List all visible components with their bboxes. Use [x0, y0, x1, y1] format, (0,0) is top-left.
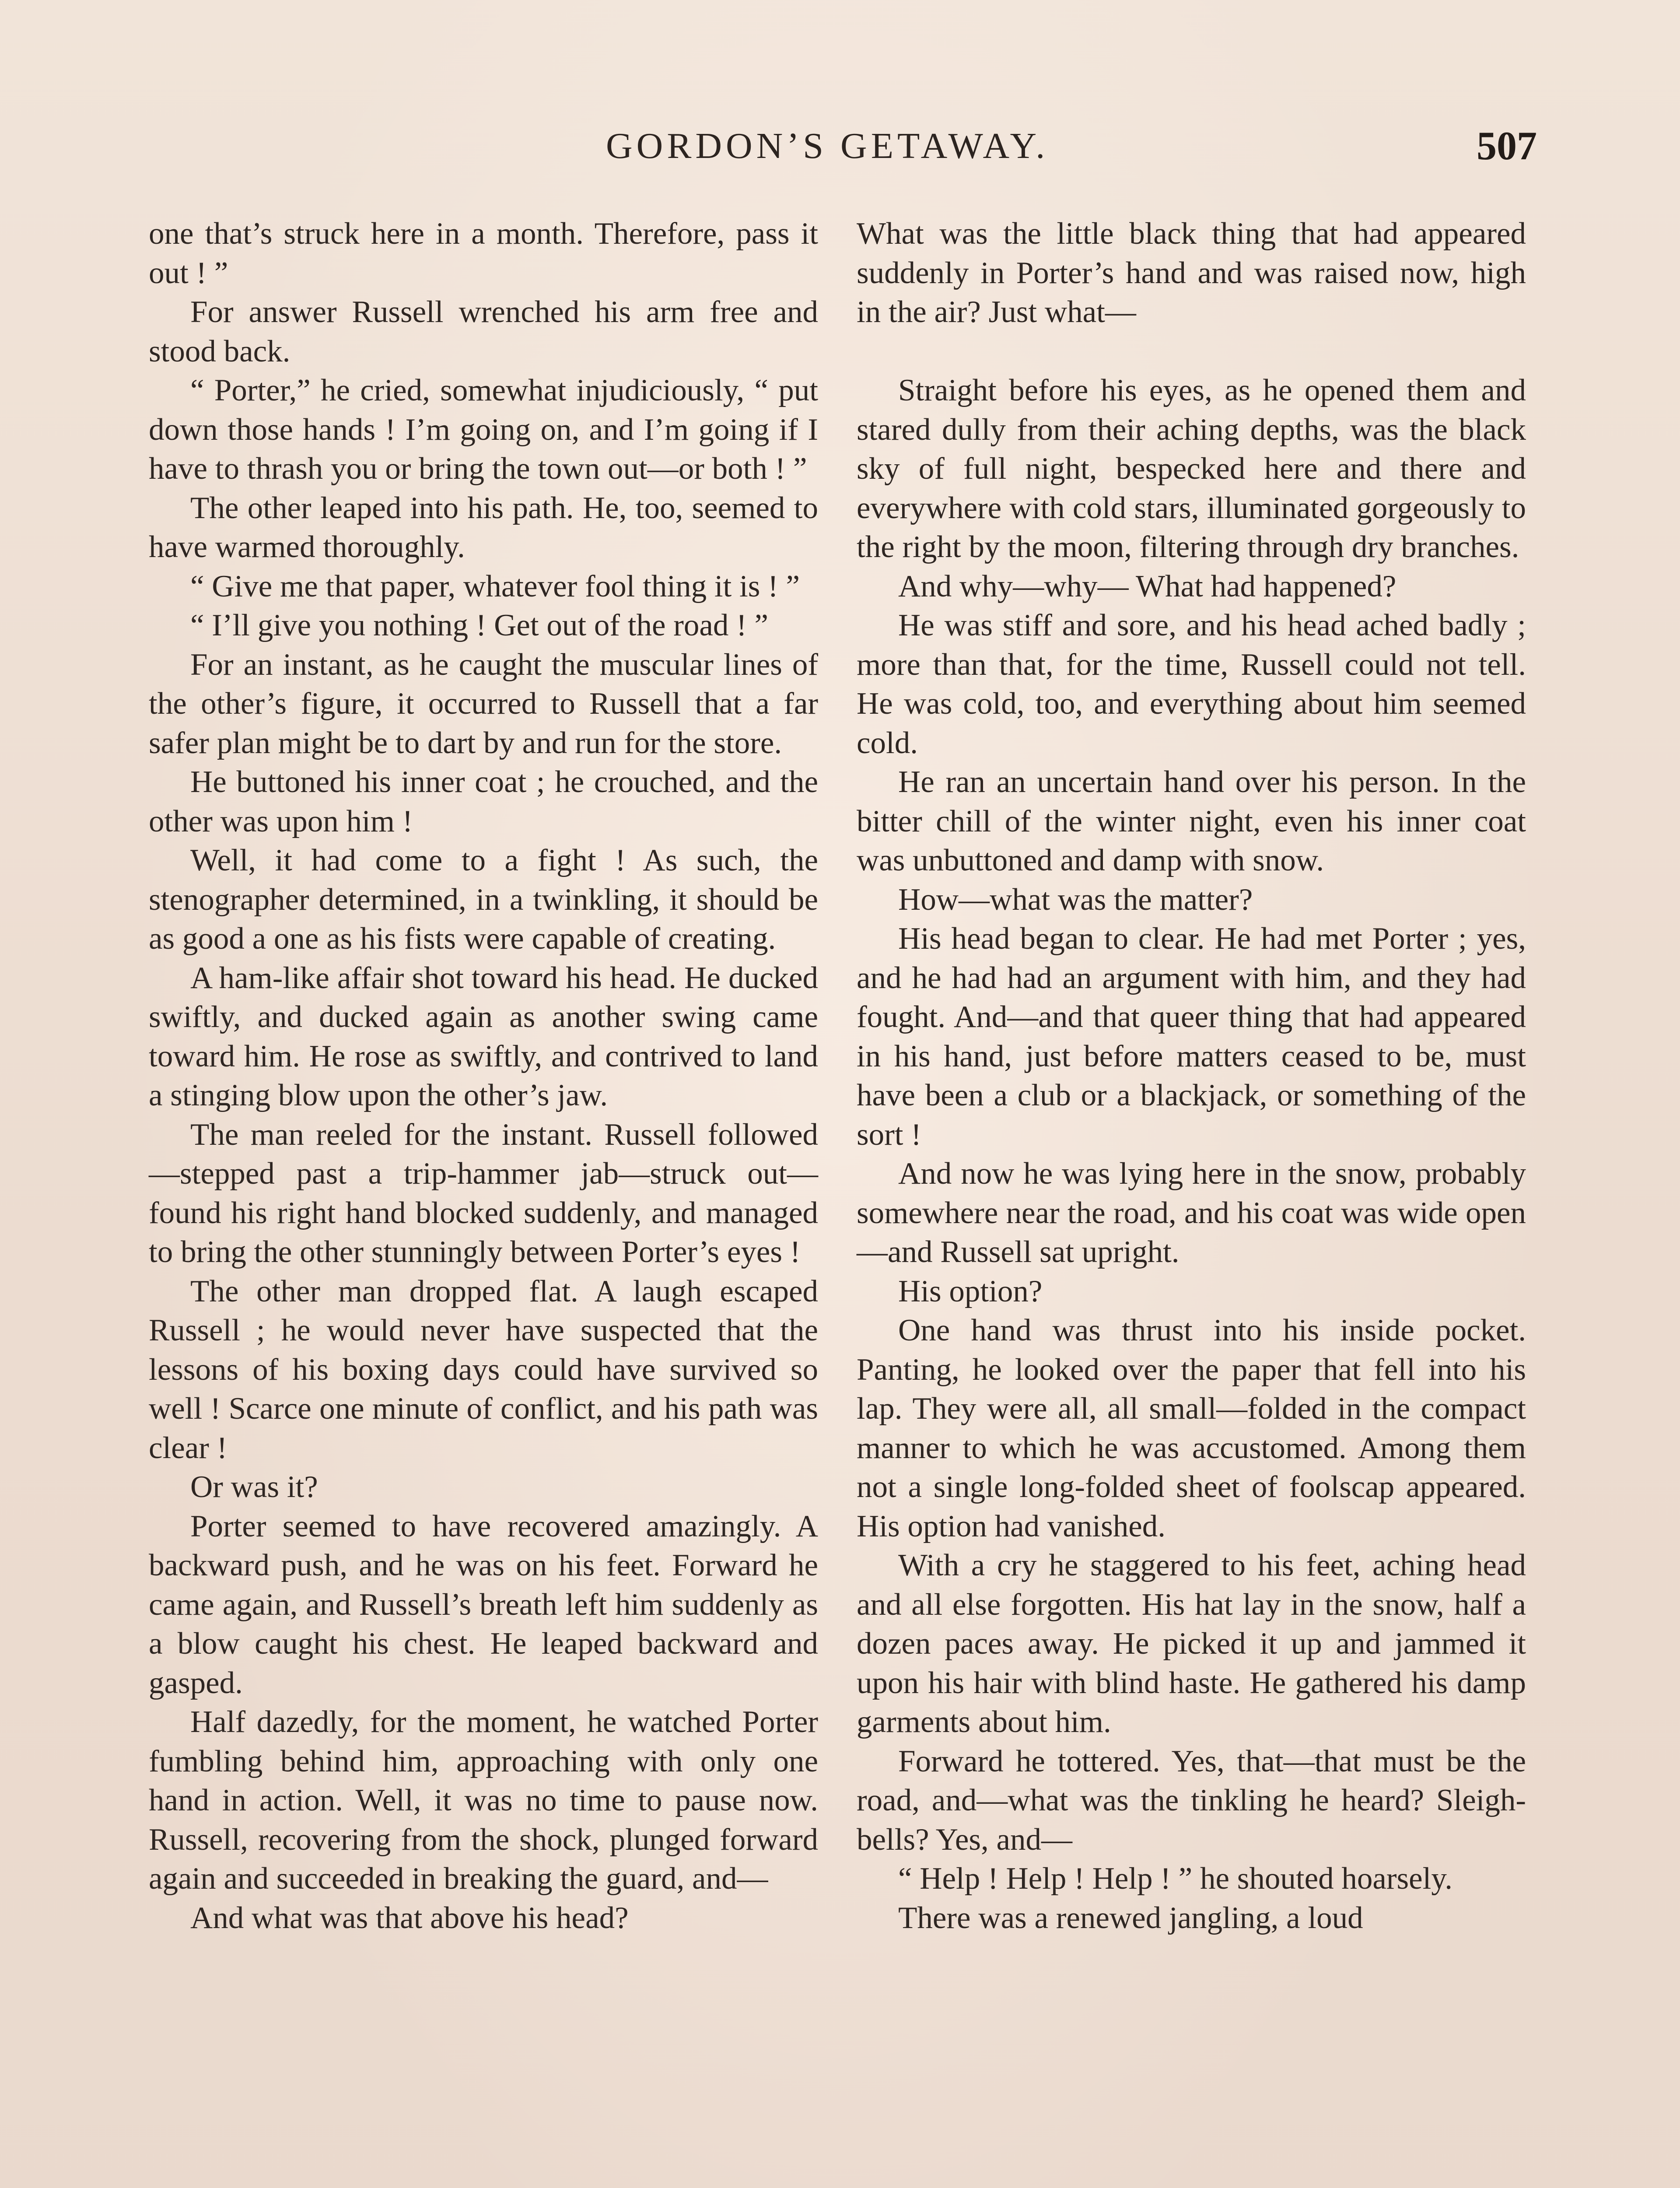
- paragraph: One hand was thrust into his inside pocket. Panting, he looked over the paper that fell into his lap. They were all, all small—folded in the compact manner to which he was accustomed. Among them not a single long-folded sheet of foolscap appeared. His option had vanished.: [857, 1313, 1526, 1543]
- paragraph: The man reeled for the instant. Russell followed—stepped past a trip-hammer jab—struck out—found his right hand blocked suddenly, and managed to bring the other stunningly between Porter’s eyes !: [149, 1117, 818, 1269]
- paragraph: How—what was the matter?: [898, 882, 1253, 917]
- paragraph: Forward he tottered. Yes, that—that must be the road, and—what was the tinkling he heard? Sleigh-bells? Yes, and—: [857, 1744, 1526, 1857]
- paragraph: And why—why— What had happened?: [898, 569, 1396, 603]
- right-column: [857, 214, 1526, 1938]
- left-column: [149, 214, 818, 1938]
- paragraph: He buttoned his inner coat ; he crouched, and the other was upon him !: [149, 765, 818, 838]
- paragraph: And what was that above his head?: [190, 1900, 629, 1935]
- paragraph: The other man dropped flat. A laugh escaped Russell ; he would never have suspected that the lessons of his boxing days could have survived so well ! Scarce one minute of conflict, and his path was clear !: [149, 1274, 818, 1465]
- paragraph: For an instant, as he caught the muscular lines of the other’s figure, it occurred to Russell that a far safer plan might be to dart by and run for the store.: [149, 647, 818, 760]
- paragraph: He was stiff and sore, and his head ached badly ; more than that, for the time, Russell could not tell. He was cold, too, and everything about him seemed cold.: [857, 608, 1526, 760]
- paragraph: Or was it?: [190, 1470, 318, 1504]
- paragraph: “ Give me that paper, whatever fool thing it is ! ”: [190, 569, 800, 603]
- paragraph: Porter seemed to have recovered amazingly. A backward push, and he was on his feet. Forward he came again, and Russell’s breath left him suddenly as a blow caught his chest. He leaped backward and gasped.: [149, 1509, 818, 1700]
- paragraph: Well, it had come to a fight ! As such, the stenographer determined, in a twinkling, it should be as good a one as his fists were capable of creating.: [149, 843, 818, 956]
- paragraph: He ran an uncertain hand over his person. In the bitter chill of the winter night, even his inner coat was unbuttoned and damp with snow.: [857, 765, 1526, 877]
- paragraph: With a cry he staggered to his feet, aching head and all else forgotten. His hat lay in the snow, half a dozen paces away. He picked it up and jammed it upon his hair with blind haste. He gathered his damp garments about him.: [857, 1548, 1526, 1739]
- paragraph: one that’s struck here in a month. Therefore, pass it out ! ”: [149, 217, 818, 290]
- paragraph: The other leaped into his path. He, too, seemed to have warmed thoroughly.: [149, 491, 818, 564]
- paragraph: There was a renewed jangling, a loud: [898, 1900, 1363, 1935]
- paragraph: A ham-like affair shot toward his head. He ducked swiftly, and ducked again as another swing came toward him. He rose as swiftly, and contrived to land a stinging blow upon the other’s jaw.: [149, 961, 818, 1112]
- paragraph: And now he was lying here in the snow, probably somewhere near the road, and his coat was wide open—and Russell sat upright.: [857, 1157, 1526, 1269]
- paragraph: “ Help ! Help ! Help ! ” he shouted hoarsely.: [898, 1862, 1453, 1896]
- paragraph: “ Porter,” he cried, somewhat injudiciously, “ put down those hands ! I’m going on, and I’m going if I have to thrash you or bring the town out—or both ! ”: [149, 373, 818, 486]
- paragraph: His head began to clear. He had met Porter ; yes, and he had had an argument with him, and they had fought. And—and that queer thing that had appeared in his hand, just before matters ceased to be, must have been a club or a blackjack, or something of the sort !: [857, 922, 1526, 1152]
- paragraph: Half dazedly, for the moment, he watched Porter fumbling behind him, approaching with only one hand in action. Well, it was no time to pause now. Russell, recovering from the shock, plunged forward again and succeeded in breaking the guard, and—: [149, 1705, 818, 1896]
- paragraph: “ I’ll give you nothing ! Get out of the road ! ”: [190, 608, 769, 642]
- paragraph: For answer Russell wrenched his arm free and stood back.: [149, 295, 818, 368]
- paragraph: His option?: [898, 1274, 1043, 1308]
- running-head: GORDON’S GETAWAY.: [606, 126, 1049, 166]
- section-break: [857, 332, 1526, 372]
- page-number: 507: [1477, 123, 1537, 168]
- paragraph: Straight before his eyes, as he opened them and stared dully from their aching depths, was the black sky of full night, bespecked here and there and everywhere with cold stars, illuminated gorgeously to the right by the moon, filtering through dry branches.: [857, 373, 1526, 564]
- paragraph: What was the little black thing that had appeared suddenly in Porter’s hand and was raised now, high in the air? Just what—: [857, 217, 1526, 329]
